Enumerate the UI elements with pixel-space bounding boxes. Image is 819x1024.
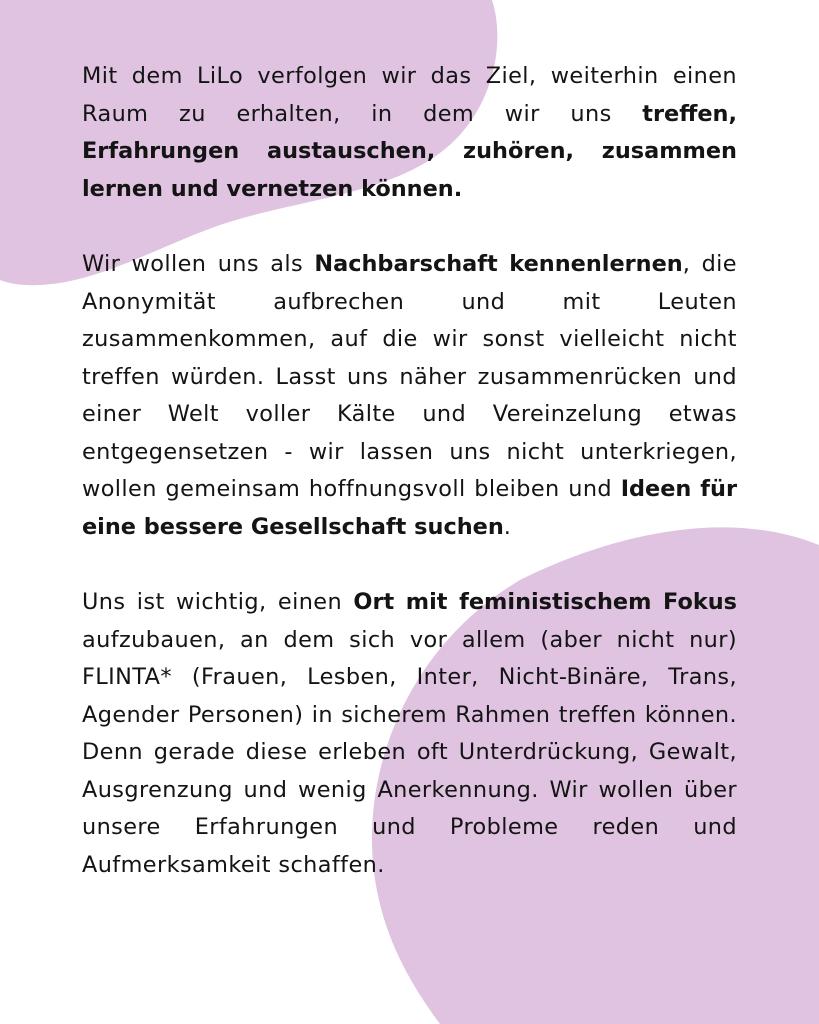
- goal-text: Mit dem LiLo verfolgen wir das Ziel, weiterhin einen Raum zu erhalten, in dem wir uns: [82, 63, 737, 127]
- neighbourhood-emphasis: Nachbarschaft kennenlernen: [314, 251, 683, 277]
- feminist-body: aufzubauen, an dem sich vor allem (aber nicht nur) FLINTA* (Frauen, Lesben, Inter, Nicht-Binäre, Trans, Agender Personen) in sicherem Rahmen treffen können. Denn gerade diese erleben oft Unterdrückung, Gewalt, Ausgrenzung und wenig Anerkennung. Wir wollen über unsere Erfahrungen und Probleme reden und Aufmerksamkeit schaffen.: [82, 626, 737, 878]
- paragraph-goal: [82, 58, 737, 208]
- feminist-intro: Uns ist wichtig, einen: [82, 589, 354, 615]
- paragraph-feminist: [82, 584, 737, 884]
- goal-emphasis: treffen, Erfahrungen austauschen, zuhören, zusammen lernen und vernetzen können.: [82, 100, 737, 202]
- ideas-emphasis: Ideen für eine bessere Gesellschaft suchen: [82, 476, 737, 540]
- neighbourhood-period: .: [503, 513, 512, 540]
- text-content: [82, 58, 737, 922]
- neighbourhood-body: , die Anonymität aufbrechen und mit Leuten zusammenkommen, auf die wir sonst vielleicht nicht treffen würden. Lasst uns näher zusammenrücken und einer Welt voller Kälte und Vereinzelung etwas entgegensetzen - wir lassen uns nicht unterkriegen, wollen gemeinsam hoffnungsvoll bleiben und: [82, 251, 737, 502]
- neighbourhood-intro: Wir wollen uns als: [82, 251, 315, 277]
- paragraph-neighbourhood: [82, 246, 737, 546]
- feminist-emphasis: Ort mit feministischem Fokus: [353, 589, 737, 615]
